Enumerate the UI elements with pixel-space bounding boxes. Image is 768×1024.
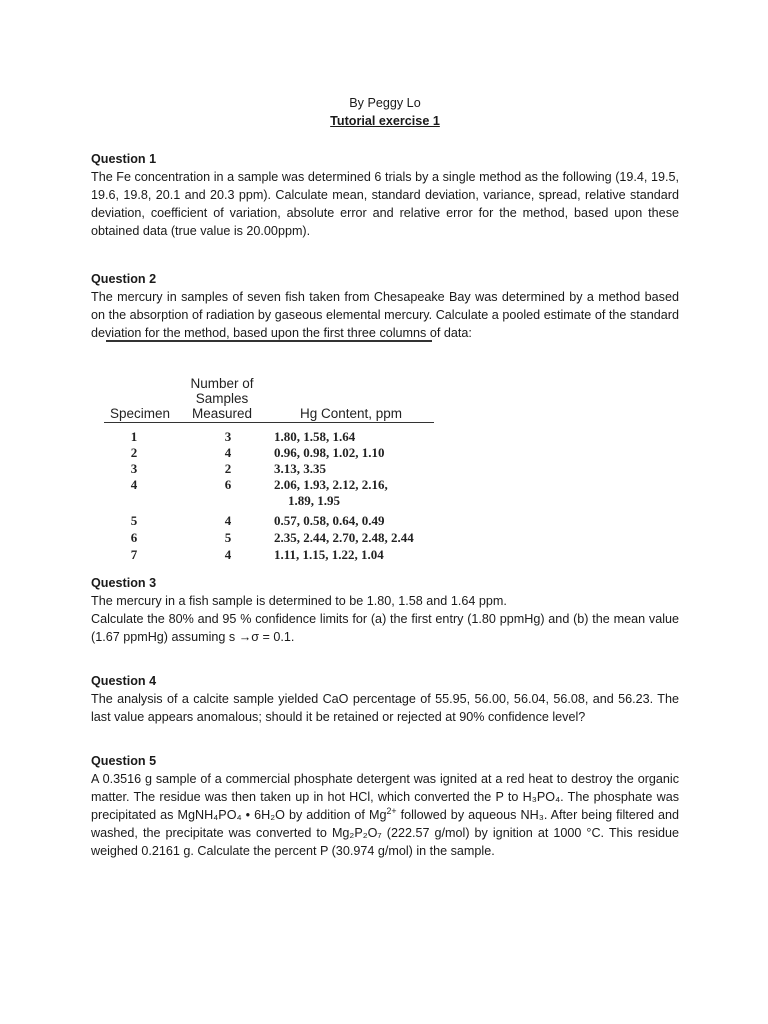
question-5-body-part-b: followed by aqueous NH₃. After being filtered and washed, the precipitate was converted to Mg₂P₂O₇ (222.57 g/mol) by ignition at 1000 °C. This residue weighed 0.2161 g. Calculate the percent P (30.974 g/mol) in the sample. (91, 808, 679, 858)
cell-specimen: 5 (130, 513, 138, 528)
question-2-body: The mercury in samples of seven fish taken from Chesapeake Bay was determined by a method based on the absorption of radiation by gaseous elemental mercury. Calculate a pooled estimate of the standard deviation for the method, based upon the first three columns of data: (91, 290, 679, 340)
cell-hg: 0.57, 0.58, 0.64, 0.49 (274, 513, 385, 528)
question-1-body: The Fe concentration in a sample was determined 6 trials by a single method as the following (19.4, 19.5, 19.6, 19.8, 20.1 and 20.3 ppm). Calculate mean, standard deviation, variance, spread, relative standard deviation, coefficient of variation, absolute error and relative error for the method, based upon these obtained data (true value is 20.00ppm). (91, 170, 679, 238)
question-1-title: Question 1 (91, 152, 157, 166)
table-top-rule (106, 340, 432, 342)
cell-samples: 4 (224, 445, 232, 460)
question-3-body-line2: Calculate the 80% and 95 % confidence limits for (a) the first entry (1.80 ppmHg) and (b) the mean value (1.67 ppmHg) assuming s →σ = 0.1. (91, 612, 679, 644)
question-4-title: Question 4 (91, 674, 157, 688)
cell-samples: 5 (224, 530, 232, 545)
cell-hg: 0.96, 0.98, 1.02, 1.10 (274, 445, 385, 460)
question-5-body-part-a: A 0.3516 g sample of a commercial phosphate detergent was ignited at a red heat to destroy the organic matter. The residue was then taken up in hot HCl, which converted the P to H₃PO₄. The phosphate was precipitated as MgNH₄PO₄ • 6H₂O by addition of Mg (91, 772, 679, 822)
cell-specimen: 2 (130, 445, 138, 460)
document-title: Tutorial exercise 1 (330, 114, 440, 128)
cell-samples: 6 (224, 477, 232, 492)
cell-hg: 2.35, 2.44, 2.70, 2.48, 2.44 (274, 530, 414, 545)
question-4 (91, 672, 679, 726)
question-5 (91, 752, 679, 860)
question-1 (91, 150, 679, 240)
cell-hg-continued: 1.89, 1.95 (288, 493, 340, 508)
question-2 (91, 270, 679, 342)
header-number-line3: Measured (191, 406, 253, 421)
cell-specimen: 7 (130, 547, 138, 562)
question-3 (91, 574, 679, 646)
author-line: By Peggy Lo (349, 96, 421, 110)
header-hg-content: Hg Content, ppm (299, 406, 403, 421)
question-5-title: Question 5 (91, 754, 157, 768)
cell-samples: 4 (224, 547, 232, 562)
cell-specimen: 3 (130, 461, 138, 476)
cell-specimen: 1 (130, 429, 138, 444)
question-4-body: The analysis of a calcite sample yielded CaO percentage of 55.95, 56.00, 56.04, 56.08, and 56.23. The last value appears anomalous; should it be retained or rejected at 90% confidence level? (91, 692, 679, 724)
question-2-title: Question 2 (91, 272, 157, 286)
cell-hg: 1.80, 1.58, 1.64 (274, 429, 356, 444)
cell-samples: 4 (224, 513, 232, 528)
cell-hg: 2.06, 1.93, 2.12, 2.16, (274, 477, 388, 492)
table-header-rule (104, 422, 434, 423)
cell-samples: 2 (224, 461, 232, 476)
cell-hg: 3.13, 3.35 (274, 461, 326, 476)
question-3-title: Question 3 (91, 576, 157, 590)
question-5-superscript: 2+ (386, 805, 397, 816)
cell-specimen: 4 (130, 477, 138, 492)
question-3-body-line1: The mercury in a fish sample is determined to be 1.80, 1.58 and 1.64 ppm. (91, 594, 507, 608)
header-specimen: Specimen (109, 406, 171, 421)
question-5-body (91, 770, 679, 860)
cell-samples: 3 (224, 429, 232, 444)
cell-hg: 1.11, 1.15, 1.22, 1.04 (274, 547, 384, 562)
header-number-line1: Number of (190, 376, 254, 391)
header-number-line2: Samples (195, 391, 249, 406)
cell-specimen: 6 (130, 530, 138, 545)
